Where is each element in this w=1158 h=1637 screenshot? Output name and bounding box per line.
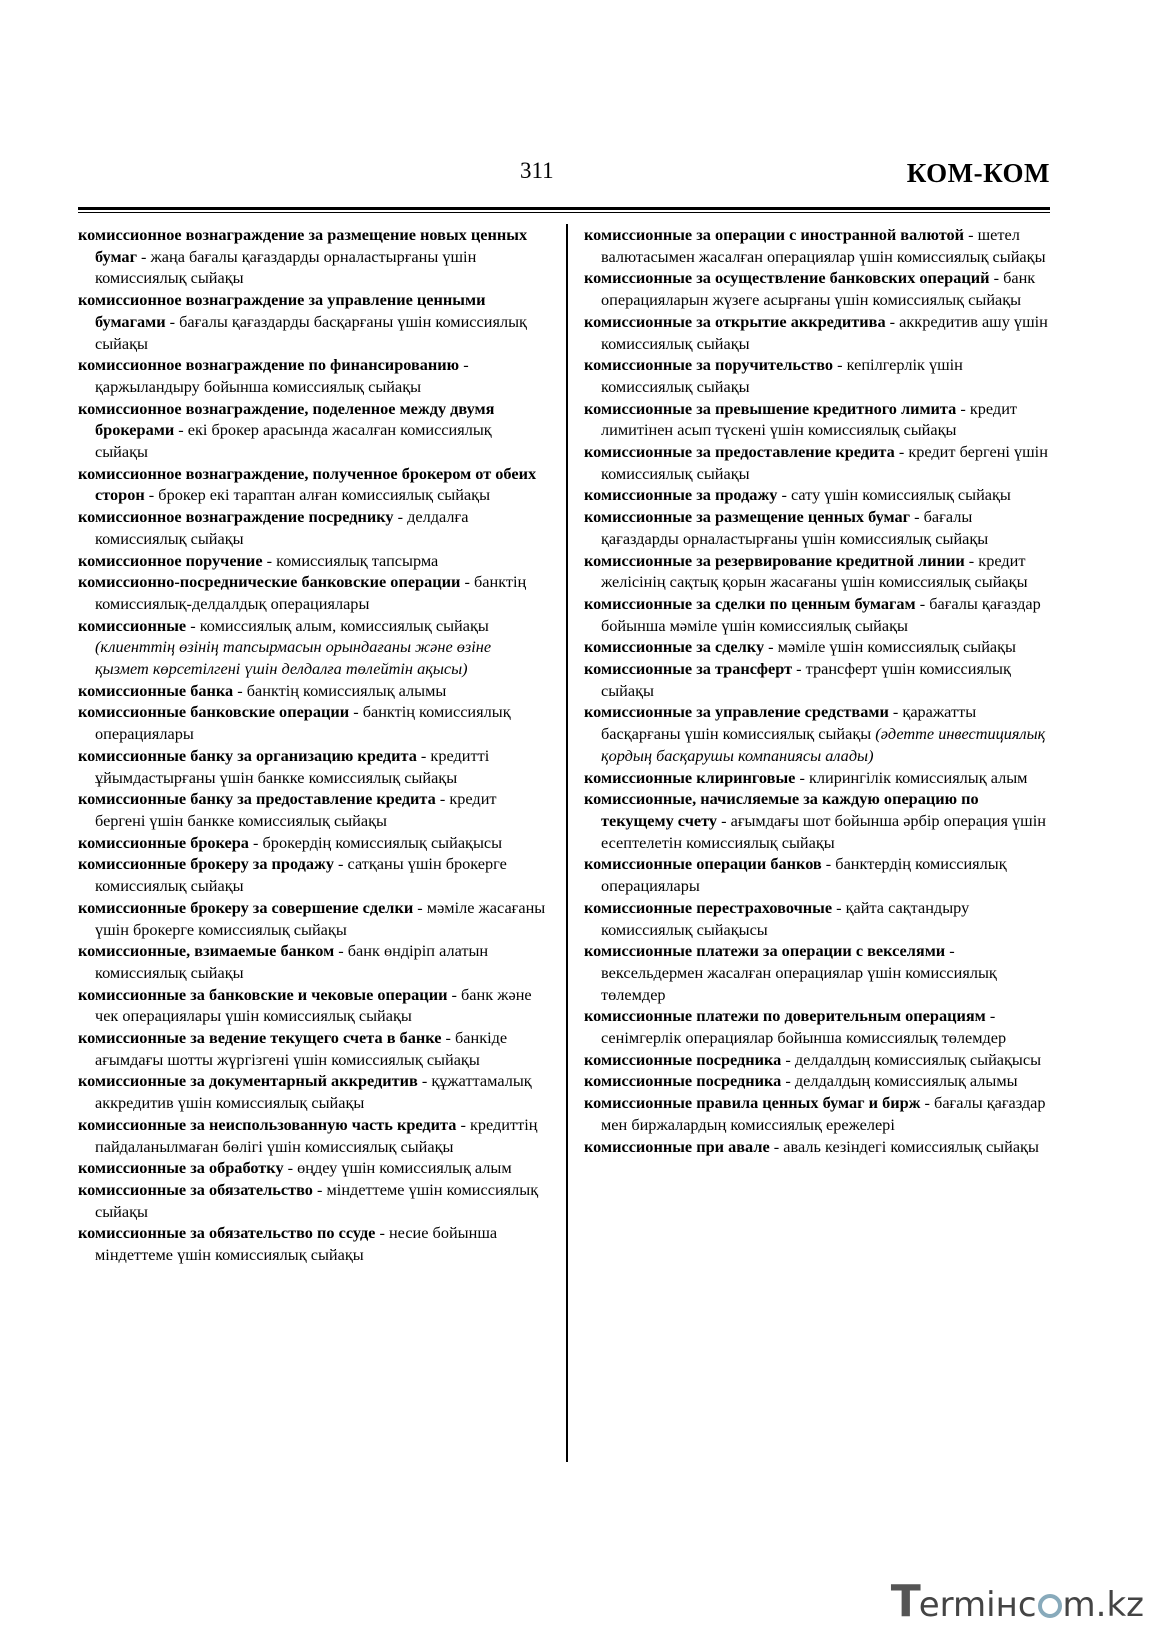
entry-separator: - <box>910 507 924 527</box>
entry-definition: банкіде ағымдағы шотты жүргізгені үшін комиссиялық сыйақы <box>95 1028 508 1069</box>
entry-definition: брокердің комиссиялық сыйақысы <box>262 832 503 852</box>
entry-term: комиссионные, взимаемые банком <box>78 941 335 961</box>
left-column <box>78 224 548 1266</box>
dictionary-entry <box>584 1136 1054 1158</box>
entry-separator: - <box>832 897 846 917</box>
header-rule-thin <box>78 212 1050 213</box>
entry-term: комиссионные за неиспользованную часть кредита <box>78 1114 457 1134</box>
entry-definition: вексельдермен жасалған операциялар үшін комиссиялық төлемдер <box>601 962 997 1004</box>
entry-term: комиссионные за поручительство <box>584 355 834 375</box>
dictionary-entry <box>584 1049 1054 1071</box>
entry-term: комиссионные брокера <box>78 832 249 852</box>
dictionary-entry <box>78 984 548 1027</box>
entry-term: комиссионные за трансферт <box>584 659 793 679</box>
dictionary-entry <box>78 1157 548 1179</box>
dictionary-entry <box>584 1070 1054 1092</box>
entry-separator: - <box>393 507 408 527</box>
entry-separator: - <box>964 550 979 570</box>
entry-term: комиссионные за превышение кредитного лимита <box>584 398 957 418</box>
entry-separator: - <box>136 246 151 266</box>
entry-definition: аккредитив ашу үшін комиссиялық сыйақы <box>601 311 1048 353</box>
dictionary-entry <box>78 832 548 854</box>
entry-note: (клиенттің өзінің тапсырмасын орындағаны және өзіне қызмет көрсетілгені үшін делдалға төлейтін ақысы) <box>95 637 492 679</box>
entry-separator: - <box>312 1179 327 1199</box>
entry-term: комиссионно-посреднические банковские операции <box>78 572 461 592</box>
entry-term: комиссионные за осуществление банковских операций <box>584 268 990 288</box>
entry-definition: аваль кезіндегі комиссиялық сыйақы <box>783 1136 1039 1156</box>
dictionary-entry <box>584 224 1054 267</box>
dictionary-entry <box>584 767 1054 789</box>
entry-definition: банк және чек операциялары үшін комиссиялық сыйақы <box>95 984 532 1026</box>
dictionary-entry <box>584 897 1054 940</box>
entry-definition: банк операцияларын жүзеге асырғаны үшін комиссиялық сыйақы <box>601 268 1036 310</box>
entry-term: комиссионное вознаграждение за размещение новых ценных бумаг <box>78 225 528 266</box>
dictionary-entry <box>78 853 548 896</box>
dictionary-entry <box>78 940 548 983</box>
entry-term: комиссионное вознаграждение посреднику <box>78 507 394 527</box>
entry-definition: комиссиялық тапсырма <box>276 550 439 570</box>
entry-definition: бағалы қағаздар мен биржалардың комиссиялық ережелері <box>601 1093 1046 1134</box>
dictionary-entry <box>78 1222 548 1265</box>
entry-separator: - <box>985 1006 996 1026</box>
dictionary-entry <box>78 1070 548 1113</box>
entry-term: комиссионные брокеру за совершение сделки <box>78 897 414 917</box>
entry-separator: - <box>165 311 180 331</box>
dictionary-entry <box>78 1114 548 1157</box>
entry-term: комиссионные, начисляемые за каждую операцию по текущему счету <box>584 789 979 830</box>
entry-definition: сатқаны үшін брокерге комиссиялық сыйақы <box>95 854 507 896</box>
entry-definition: кредит бергені үшін комиссиялық сыйақы <box>601 442 1048 483</box>
dictionary-entry <box>584 506 1054 549</box>
entry-definition: делдалдың комиссиялық сыйақысы <box>794 1049 1042 1069</box>
dictionary-entry <box>584 658 1054 701</box>
entry-definition: мәміле үшін комиссиялық сыйақы <box>777 637 1016 657</box>
entry-definition: банктің комиссиялық-делдалдық операциялары <box>95 572 527 613</box>
entry-definition: екі брокер арасында жасалған комиссиялық сыйақы <box>95 420 492 462</box>
entry-definition: кредит желісінің сақтық қорын жасағаны үшін комиссиялық сыйақы <box>601 550 1028 592</box>
entry-term: комиссионные клиринговые <box>584 767 796 787</box>
entry-separator: - <box>233 680 247 700</box>
entry-term: комиссионные банка <box>78 680 234 700</box>
entry-definition: ағымдағы шот бойынша әрбір операция үшін есептелетін комиссиялық сыйақы <box>601 810 1046 852</box>
entry-definition: сенімгерлік операциялар бойынша комиссиялық төлемдер <box>601 1028 1007 1048</box>
entry-definition: кредитті ұйымдастырғаны үшін банкке комиссиялық сыйақы <box>95 745 490 787</box>
entry-separator: - <box>989 268 1004 288</box>
entry-term: комиссионные посредника <box>584 1049 782 1069</box>
dictionary-entry <box>78 289 548 354</box>
entry-definition: қайта сақтандыру комиссиялық сыйақысы <box>601 897 970 939</box>
entry-definition: банктің комиссиялық операциялары <box>95 702 511 744</box>
dictionary-entry <box>584 484 1054 506</box>
dictionary-entry <box>78 354 548 397</box>
dictionary-entry <box>78 463 548 506</box>
entry-definition: қаражатты басқарғаны үшін комиссиялық сыйақы <box>601 702 977 744</box>
entry-term: комиссионные брокеру за продажу <box>78 854 334 874</box>
entry-separator: - <box>349 702 363 722</box>
dictionary-entry <box>584 398 1054 441</box>
entry-separator: - <box>945 941 955 961</box>
entry-term: комиссионные за операции с иностранной валютой <box>584 225 965 244</box>
entry-term: комиссионные за управление средствами <box>584 702 889 722</box>
entry-definition: кредит лимитінен асып түскені үшін комиссиялық сыйақы <box>601 398 1018 440</box>
dictionary-entry <box>78 788 548 831</box>
entry-separator: - <box>186 615 200 635</box>
entry-term: комиссионные за обязательство по ссуде <box>78 1223 376 1243</box>
entry-separator: - <box>441 1028 455 1048</box>
entry-separator: - <box>447 984 462 1004</box>
entry-term: комиссионные <box>78 615 187 635</box>
dictionary-entry <box>78 701 548 744</box>
entry-separator: - <box>964 225 978 244</box>
dictionary-entry <box>78 745 548 788</box>
dictionary-entry <box>78 897 548 940</box>
running-head: КОМ-КОМ <box>906 158 1050 188</box>
entry-separator: - <box>262 550 277 570</box>
page-number: 311 <box>520 158 554 183</box>
right-column <box>584 224 1054 1157</box>
entry-term: комиссионные за банковские и чековые операции <box>78 984 448 1004</box>
dictionary-entry <box>78 680 548 702</box>
dictionary-entry <box>78 1027 548 1070</box>
entry-term: комиссионные за открытие аккредитива <box>584 311 886 331</box>
entry-separator: - <box>956 398 970 418</box>
entry-term: комиссионное поручение <box>78 550 263 570</box>
entry-separator: - <box>885 311 900 331</box>
entry-definition: клирингілік комиссиялық алым <box>808 767 1028 787</box>
dictionary-entry <box>584 940 1054 1005</box>
entry-term: комиссионные операции банков <box>584 854 822 874</box>
entry-separator: - <box>375 1223 389 1243</box>
entry-definition: трансферт үшін комиссиялық сыйақы <box>601 659 1011 700</box>
entry-separator: - <box>460 572 474 592</box>
entry-definition: брокер екі тараптан алған комиссиялық сыйақы <box>158 485 491 505</box>
entry-separator: - <box>144 485 159 505</box>
entry-term: комиссионные платежи за операции с векселями <box>584 941 946 961</box>
entry-separator: - <box>777 485 791 505</box>
logo-o-icon <box>1038 1594 1062 1618</box>
entry-separator: - <box>456 1114 470 1134</box>
entry-definition: міндеттеме үшін комиссиялық сыйақы <box>95 1179 539 1221</box>
dictionary-entry <box>584 441 1054 484</box>
entry-separator: - <box>248 832 263 852</box>
entry-separator: - <box>920 1093 935 1113</box>
entry-separator: - <box>792 659 806 679</box>
entry-term: комиссионные за обязательство <box>78 1179 313 1199</box>
entry-separator: - <box>417 1071 432 1091</box>
entry-separator: - <box>416 745 431 765</box>
entry-term: комиссионные правила ценных бумаг и бирж <box>584 1093 921 1113</box>
dictionary-entry <box>78 506 548 549</box>
entry-separator: - <box>764 637 778 657</box>
dictionary-entry <box>584 593 1054 636</box>
entry-definition: бағалы қағаздар бойынша мәміле үшін комиссиялық сыйақы <box>601 593 1041 635</box>
dictionary-entry <box>584 853 1054 896</box>
dictionary-entry <box>78 224 548 289</box>
logo-text-b: m.kz <box>1062 1585 1144 1625</box>
entry-separator: - <box>888 702 903 722</box>
entry-definition: кепілгерлік үшін комиссиялық сыйақы <box>601 355 963 396</box>
entry-separator: - <box>435 789 450 809</box>
entry-separator: - <box>333 854 348 874</box>
entry-term: комиссионные за сделку <box>584 637 765 657</box>
entry-term: комиссионные посредника <box>584 1071 782 1091</box>
entry-term: комиссионные за размещение ценных бумаг <box>584 507 911 527</box>
entry-separator: - <box>781 1071 795 1091</box>
entry-term: комиссионные банку за предоставление кредита <box>78 789 436 809</box>
entry-term: комиссионные за продажу <box>584 485 778 505</box>
dictionary-entry <box>584 267 1054 310</box>
entry-term: комиссионные за документарный аккредитив <box>78 1071 418 1091</box>
entry-term: комиссионные банковские операции <box>78 702 350 722</box>
entry-definition: сату үшін комиссиялық сыйақы <box>790 485 1011 505</box>
entry-term: комиссионное вознаграждение за управление ценными бумагами <box>78 290 486 331</box>
entry-term: комиссионные за резервирование кредитной линии <box>584 550 965 570</box>
dictionary-entry <box>584 354 1054 397</box>
entry-separator: - <box>821 854 836 874</box>
entry-note: (әдетте инвестициялық қордың басқарушы компаниясы алады) <box>601 724 1046 765</box>
dictionary-entry <box>584 788 1054 853</box>
entry-term: комиссионные за предоставление кредита <box>584 442 895 462</box>
dictionary-entry <box>78 398 548 463</box>
entry-term: комиссионные банку за организацию кредита <box>78 745 417 765</box>
dictionary-entry <box>584 1092 1054 1135</box>
entry-term: комиссионные при авале <box>584 1136 770 1156</box>
logo-text-a: ermінc <box>918 1585 1037 1625</box>
entry-definition: несие бойынша міндеттеме үшін комиссиялық сыйақы <box>95 1223 498 1265</box>
entry-definition: бағалы қағаздарды басқарғаны үшін комиссиялық сыйақы <box>95 311 527 353</box>
entry-separator: - <box>717 810 731 830</box>
entry-separator: - <box>769 1136 784 1156</box>
entry-separator: - <box>459 355 469 375</box>
entry-separator: - <box>833 355 847 375</box>
dictionary-entry <box>78 1179 548 1222</box>
entry-separator: - <box>334 941 348 961</box>
dictionary-entry <box>584 1005 1054 1048</box>
dictionary-entry <box>584 311 1054 354</box>
entry-definition: делдалға комиссиялық сыйақы <box>95 507 469 548</box>
dictionary-entry <box>78 615 548 680</box>
entry-term: комиссионные за ведение текущего счета в банке <box>78 1028 442 1048</box>
entry-definition: мәміле жасағаны үшін брокерге комиссиялық сыйақы <box>95 897 546 939</box>
entry-definition: делдалдың комиссиялық алымы <box>794 1071 1018 1091</box>
site-logo <box>891 1576 1144 1627</box>
entry-definition: қаржыландыру бойынша комиссиялық сыйақы <box>95 376 422 396</box>
entry-definition: жаңа бағалы қағаздарды орналастырғаны үшін комиссиялық сыйақы <box>95 246 477 288</box>
entry-term: комиссионные платежи по доверительным операциям <box>584 1006 986 1026</box>
entry-term: комиссионное вознаграждение по финансированию <box>78 355 460 375</box>
entry-term: комиссионные перестраховочные <box>584 897 833 917</box>
logo-t-mark: T <box>890 1576 921 1627</box>
header-rule-thick <box>78 207 1050 210</box>
entry-separator: - <box>915 593 930 613</box>
entry-definition: банк өндіріп алатын комиссиялық сыйақы <box>95 941 489 982</box>
entry-definition: өңдеу үшін комиссиялық алым <box>297 1158 512 1178</box>
entry-definition: банктердің комиссиялық операциялары <box>601 854 1007 896</box>
entry-separator: - <box>174 420 188 440</box>
entry-definition: кредит бергені үшін банкке комиссиялық сыйақы <box>95 789 497 830</box>
dictionary-entry <box>584 701 1054 766</box>
entry-definition: шетел валютасымен жасалған операциялар үшін комиссиялық сыйақы <box>601 225 1046 266</box>
entry-definition: бағалы қағаздарды орналастырғаны үшін комиссиялық сыйақы <box>601 507 989 548</box>
entry-separator: - <box>795 767 809 787</box>
entry-definition: кредиттің пайдаланылмаған бөлігі үшін комиссиялық сыйақы <box>95 1114 538 1156</box>
entry-definition: банктің комиссиялық алымы <box>246 680 447 700</box>
entry-separator: - <box>413 897 427 917</box>
dictionary-entry <box>78 550 548 572</box>
dictionary-entry <box>584 636 1054 658</box>
dictionary-entry <box>78 571 548 614</box>
entry-term: комиссионное вознаграждение, поделенное между двумя брокерами <box>78 398 495 440</box>
entry-term: комиссионные за обработку <box>78 1158 284 1178</box>
entry-separator: - <box>283 1158 298 1178</box>
entry-term: комиссионное вознаграждение, полученное брокером от обеих сторон <box>78 463 537 505</box>
entry-separator: - <box>894 442 909 462</box>
entry-term: комиссионные за сделки по ценным бумагам <box>584 593 916 613</box>
entry-definition: комиссиялық алым, комиссиялық сыйақы <box>199 615 489 635</box>
column-divider <box>566 224 568 1462</box>
entry-definition: құжаттамалық аккредитив үшін комиссиялық сыйақы <box>95 1071 532 1113</box>
entry-separator: - <box>781 1049 795 1069</box>
dictionary-entry <box>584 550 1054 593</box>
